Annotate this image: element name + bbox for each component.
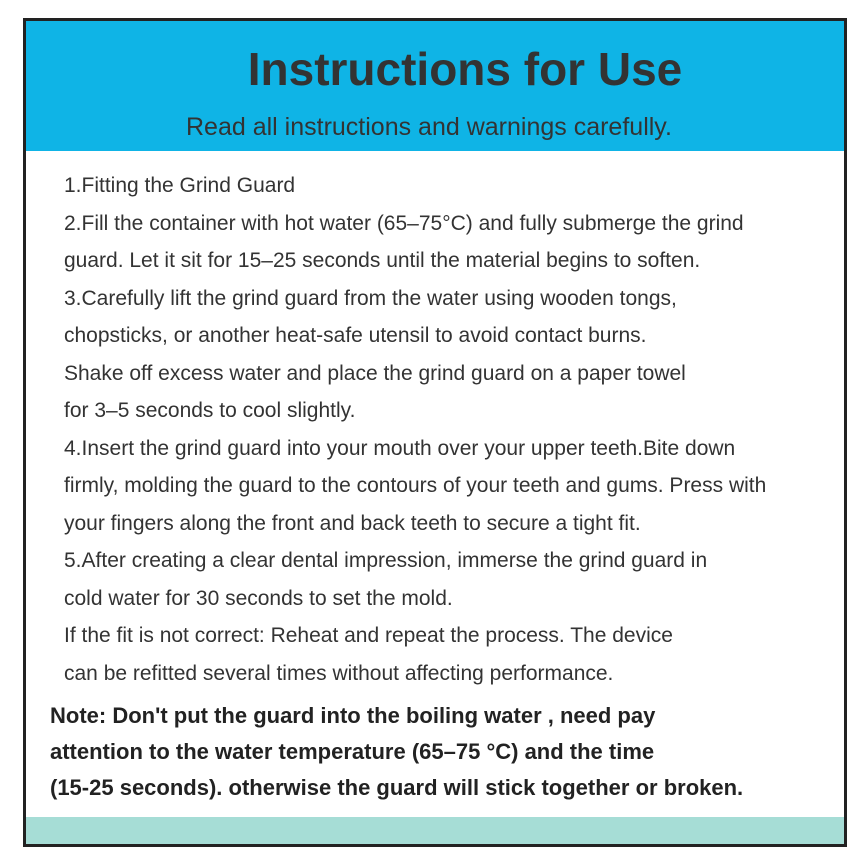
step-line: firmly, molding the guard to the contours of your teeth and gums. Press with xyxy=(64,474,767,497)
step-line: If the fit is not correct: Reheat and repeat the process. The device xyxy=(64,624,673,647)
step-line: guard. Let it sit for 15–25 seconds until the material begins to soften. xyxy=(64,249,701,272)
note-line: attention to the water temperature (65–75 °C) and the time xyxy=(50,739,655,764)
instruction-steps xyxy=(64,167,847,692)
header-banner xyxy=(26,21,844,151)
step-line: 5.After creating a clear dental impression, immerse the grind guard in xyxy=(64,549,708,572)
step-line: Shake off excess water and place the grind guard on a paper towel xyxy=(64,361,686,385)
page-subtitle: Read all instructions and warnings carefully. xyxy=(186,113,672,141)
page-title: Instructions for Use xyxy=(247,43,683,95)
step-line: for 3–5 seconds to cool slightly. xyxy=(64,399,356,422)
step-line: chopsticks, or another heat-safe utensil to avoid contact burns. xyxy=(64,324,647,347)
step-line: can be refitted several times without affecting performance. xyxy=(64,661,614,685)
warning-note xyxy=(50,698,847,806)
instructions-card xyxy=(23,18,847,847)
step-line: 4.Insert the grind guard into your mouth over your upper teeth.Bite down xyxy=(64,436,736,460)
step-line: your fingers along the front and back teeth to secure a tight fit. xyxy=(64,511,641,535)
step-line: cold water for 30 seconds to set the mold. xyxy=(64,586,453,610)
footer-band xyxy=(26,817,844,844)
step-line: 3.Carefully lift the grind guard from the water using wooden tongs, xyxy=(64,286,677,310)
step-line: 2.Fill the container with hot water (65–75°C) and fully submerge the grind xyxy=(64,211,744,235)
note-line: Note: Don't put the guard into the boiling water , need pay xyxy=(50,703,656,728)
note-line: (15-25 seconds). otherwise the guard will stick together or broken. xyxy=(50,775,744,800)
step-line: 1.Fitting the Grind Guard xyxy=(64,174,296,197)
